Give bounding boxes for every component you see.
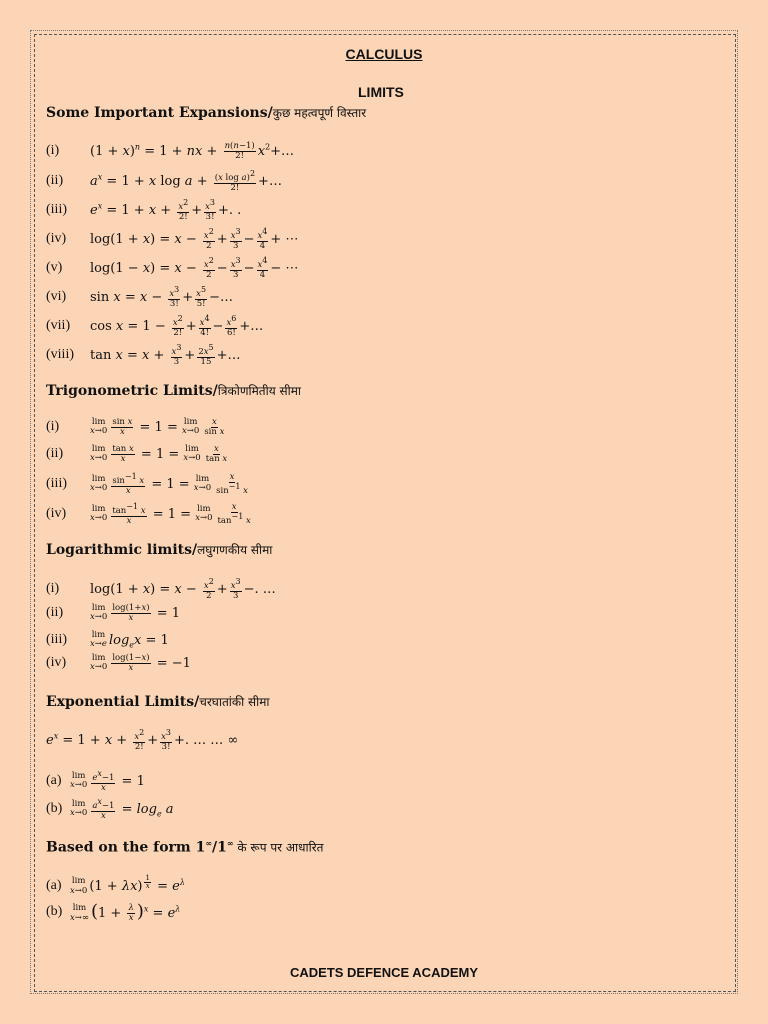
item-number: (iv) [46, 506, 67, 522]
item-number: (iv) [46, 655, 67, 671]
item-number: (a) [46, 877, 62, 893]
item-number: (ii) [46, 605, 64, 621]
heading-sup: ∞ [226, 838, 234, 848]
trig-row [46, 473, 251, 496]
formula: $a^x = 1 + x$ log a + $\frac{(x \log a)^2}{2!}$ +… [90, 169, 282, 193]
formula: lim x→0 $\frac{\log(1+x)}{x}$ = 1 [90, 603, 181, 623]
log-row [46, 631, 169, 650]
expansion-row [46, 142, 294, 161]
expansion-row [46, 344, 241, 367]
exp-row [46, 770, 145, 793]
subtitle-text: LIMITS [358, 84, 404, 100]
expansion-row [46, 199, 241, 222]
page-subtitle [0, 84, 768, 100]
heading-sup: ∞ [205, 838, 213, 848]
item-number: (b) [46, 801, 63, 817]
trig-row [46, 503, 254, 526]
trig-row [46, 418, 227, 437]
formula: lim x→0 (1 + λx) $^{\frac{1}{x}}$ = $e^\lambda$ [70, 874, 185, 896]
section-form-heading [46, 838, 324, 856]
formula: $(1 + x)^n = 1$ + nx + $\frac{n(n-1)}{2!}$ $x^2+\dots$ [90, 141, 295, 161]
page-title: CALCULUS [345, 46, 423, 62]
formula: lim x→0 $\frac{a^x-1}{x}$ = $\log_e a$ [70, 797, 174, 821]
log-row [46, 604, 180, 623]
form-row [46, 875, 185, 896]
formula: cos x = 1 − $\frac{x^2}{2!}$ + $\frac{x^4}{4!}$ − $\frac{x^6}{6!}$ +… [90, 314, 264, 338]
formula: lim x→0 $\frac{\tan^{-1} x}{x}$ = 1 = lim x→0 $\frac{x}{\tan^{-1} x}$ [90, 502, 251, 526]
item-number: (iv) [46, 231, 67, 247]
heading-hi: त्रिकोणमितीय सीमा [217, 384, 302, 398]
item-number: (vii) [46, 318, 71, 334]
item-number: (b) [46, 903, 63, 919]
section-log-heading [46, 541, 272, 558]
item-number: (iii) [46, 476, 67, 492]
trig-row [46, 445, 230, 464]
formula: lim x→∞ (1 + $\frac{\lambda}{x}$ )$^x = e^\lambda$ [70, 901, 181, 923]
formula: lim x→0 $\frac{\sin^{-1} x}{x}$ = 1 = lim x→0 $\frac{x}{\sin^{-1} x}$ [90, 472, 248, 496]
section-exp-heading [46, 693, 270, 710]
item-number: (i) [46, 581, 60, 597]
item-number: (i) [46, 143, 60, 159]
item-number: (iii) [46, 632, 67, 648]
heading-en: Exponential Limits/ [46, 694, 200, 710]
formula: lim x→0 $\frac{\log(1-x)}{x}$ = −1 [90, 653, 191, 673]
formula: $e^x = 1 + x$ + $\frac{x^2}{2!}$ + $\frac{x^3}{3!}$ +. . [90, 198, 242, 222]
item-number: (vi) [46, 289, 67, 305]
heading-hi: कुछ महत्वपूर्ण विस्तार [272, 106, 367, 120]
formula: log(1 − x) = x − $\frac{x^2}{2}$ − $\frac{x^3}{3}$ − $\frac{x^4}{4}$ − ⋯ [90, 256, 299, 280]
log-row [46, 654, 191, 673]
expansion-row [46, 228, 298, 251]
formula: log(1 + x) = x − $\frac{x^2}{2}$ + $\frac{x^3}{3}$ −. … [90, 577, 276, 601]
exp-series [46, 729, 238, 752]
expansion-row [46, 286, 233, 309]
form-row [46, 901, 180, 923]
item-number: (viii) [46, 347, 74, 363]
expansion-row [46, 315, 263, 338]
heading-en: Logarithmic limits/ [46, 542, 198, 558]
heading-en: Some Important Expansions/ [46, 105, 273, 121]
section-trig-heading [46, 382, 301, 399]
item-number: (ii) [46, 173, 64, 189]
formula: tan x = x + $\frac{x^3}{3}$ + $\frac{2x^5}{15}$ +… [90, 343, 241, 367]
heading-hi: के रूप पर आधारित [233, 840, 324, 855]
item-number: (i) [46, 419, 60, 435]
formula: lim x→0 $\frac{\text{sin x}}{x}$ = 1 = lim x→0 $\frac{x}{\text{sin x}}$ [90, 417, 225, 437]
log-row [46, 578, 276, 601]
expansion-row [46, 170, 282, 193]
item-number: (v) [46, 260, 63, 276]
item-number: (a) [46, 773, 62, 789]
formula: log(1 + x) = x − $\frac{x^2}{2}$ + $\frac{x^3}{3}$ − $\frac{x^4}{4}$ + ⋯ [90, 227, 299, 251]
formula: sin x = x − $\frac{x^3}{3!}$ + $\frac{x^5}{5!}$ −… [90, 285, 233, 309]
exp-row [46, 798, 174, 821]
formula: $e^x = 1 + x$ + $\frac{x^2}{2!}$ + $\frac{x^3}{3!}$ +. … … ∞ [46, 728, 239, 752]
item-number: (iii) [46, 202, 67, 218]
expansion-row [46, 257, 298, 280]
heading-en: Based on the form 1 [46, 839, 206, 856]
formula: lim x→0 $\frac{e^x-1}{x}$ = 1 [70, 769, 145, 793]
formula: lim x→e $\log_ex = 1$ [90, 630, 169, 650]
heading-en: Trigonometric Limits/ [46, 383, 218, 399]
heading-hi: चरघातांकी सीमा [199, 695, 270, 709]
footer-academy-name: CADETS DEFENCE ACADEMY [289, 965, 479, 980]
formula: lim x→0 $\frac{\text{tan x}}{x}$ = 1 = lim x→0 $\frac{x}{\text{tan x}}$ [90, 444, 228, 464]
heading-mid: /1 [212, 839, 227, 856]
heading-hi: लघुगणकीय सीमा [197, 543, 273, 557]
item-number: (ii) [46, 446, 64, 462]
section-expansions-heading [46, 104, 366, 121]
